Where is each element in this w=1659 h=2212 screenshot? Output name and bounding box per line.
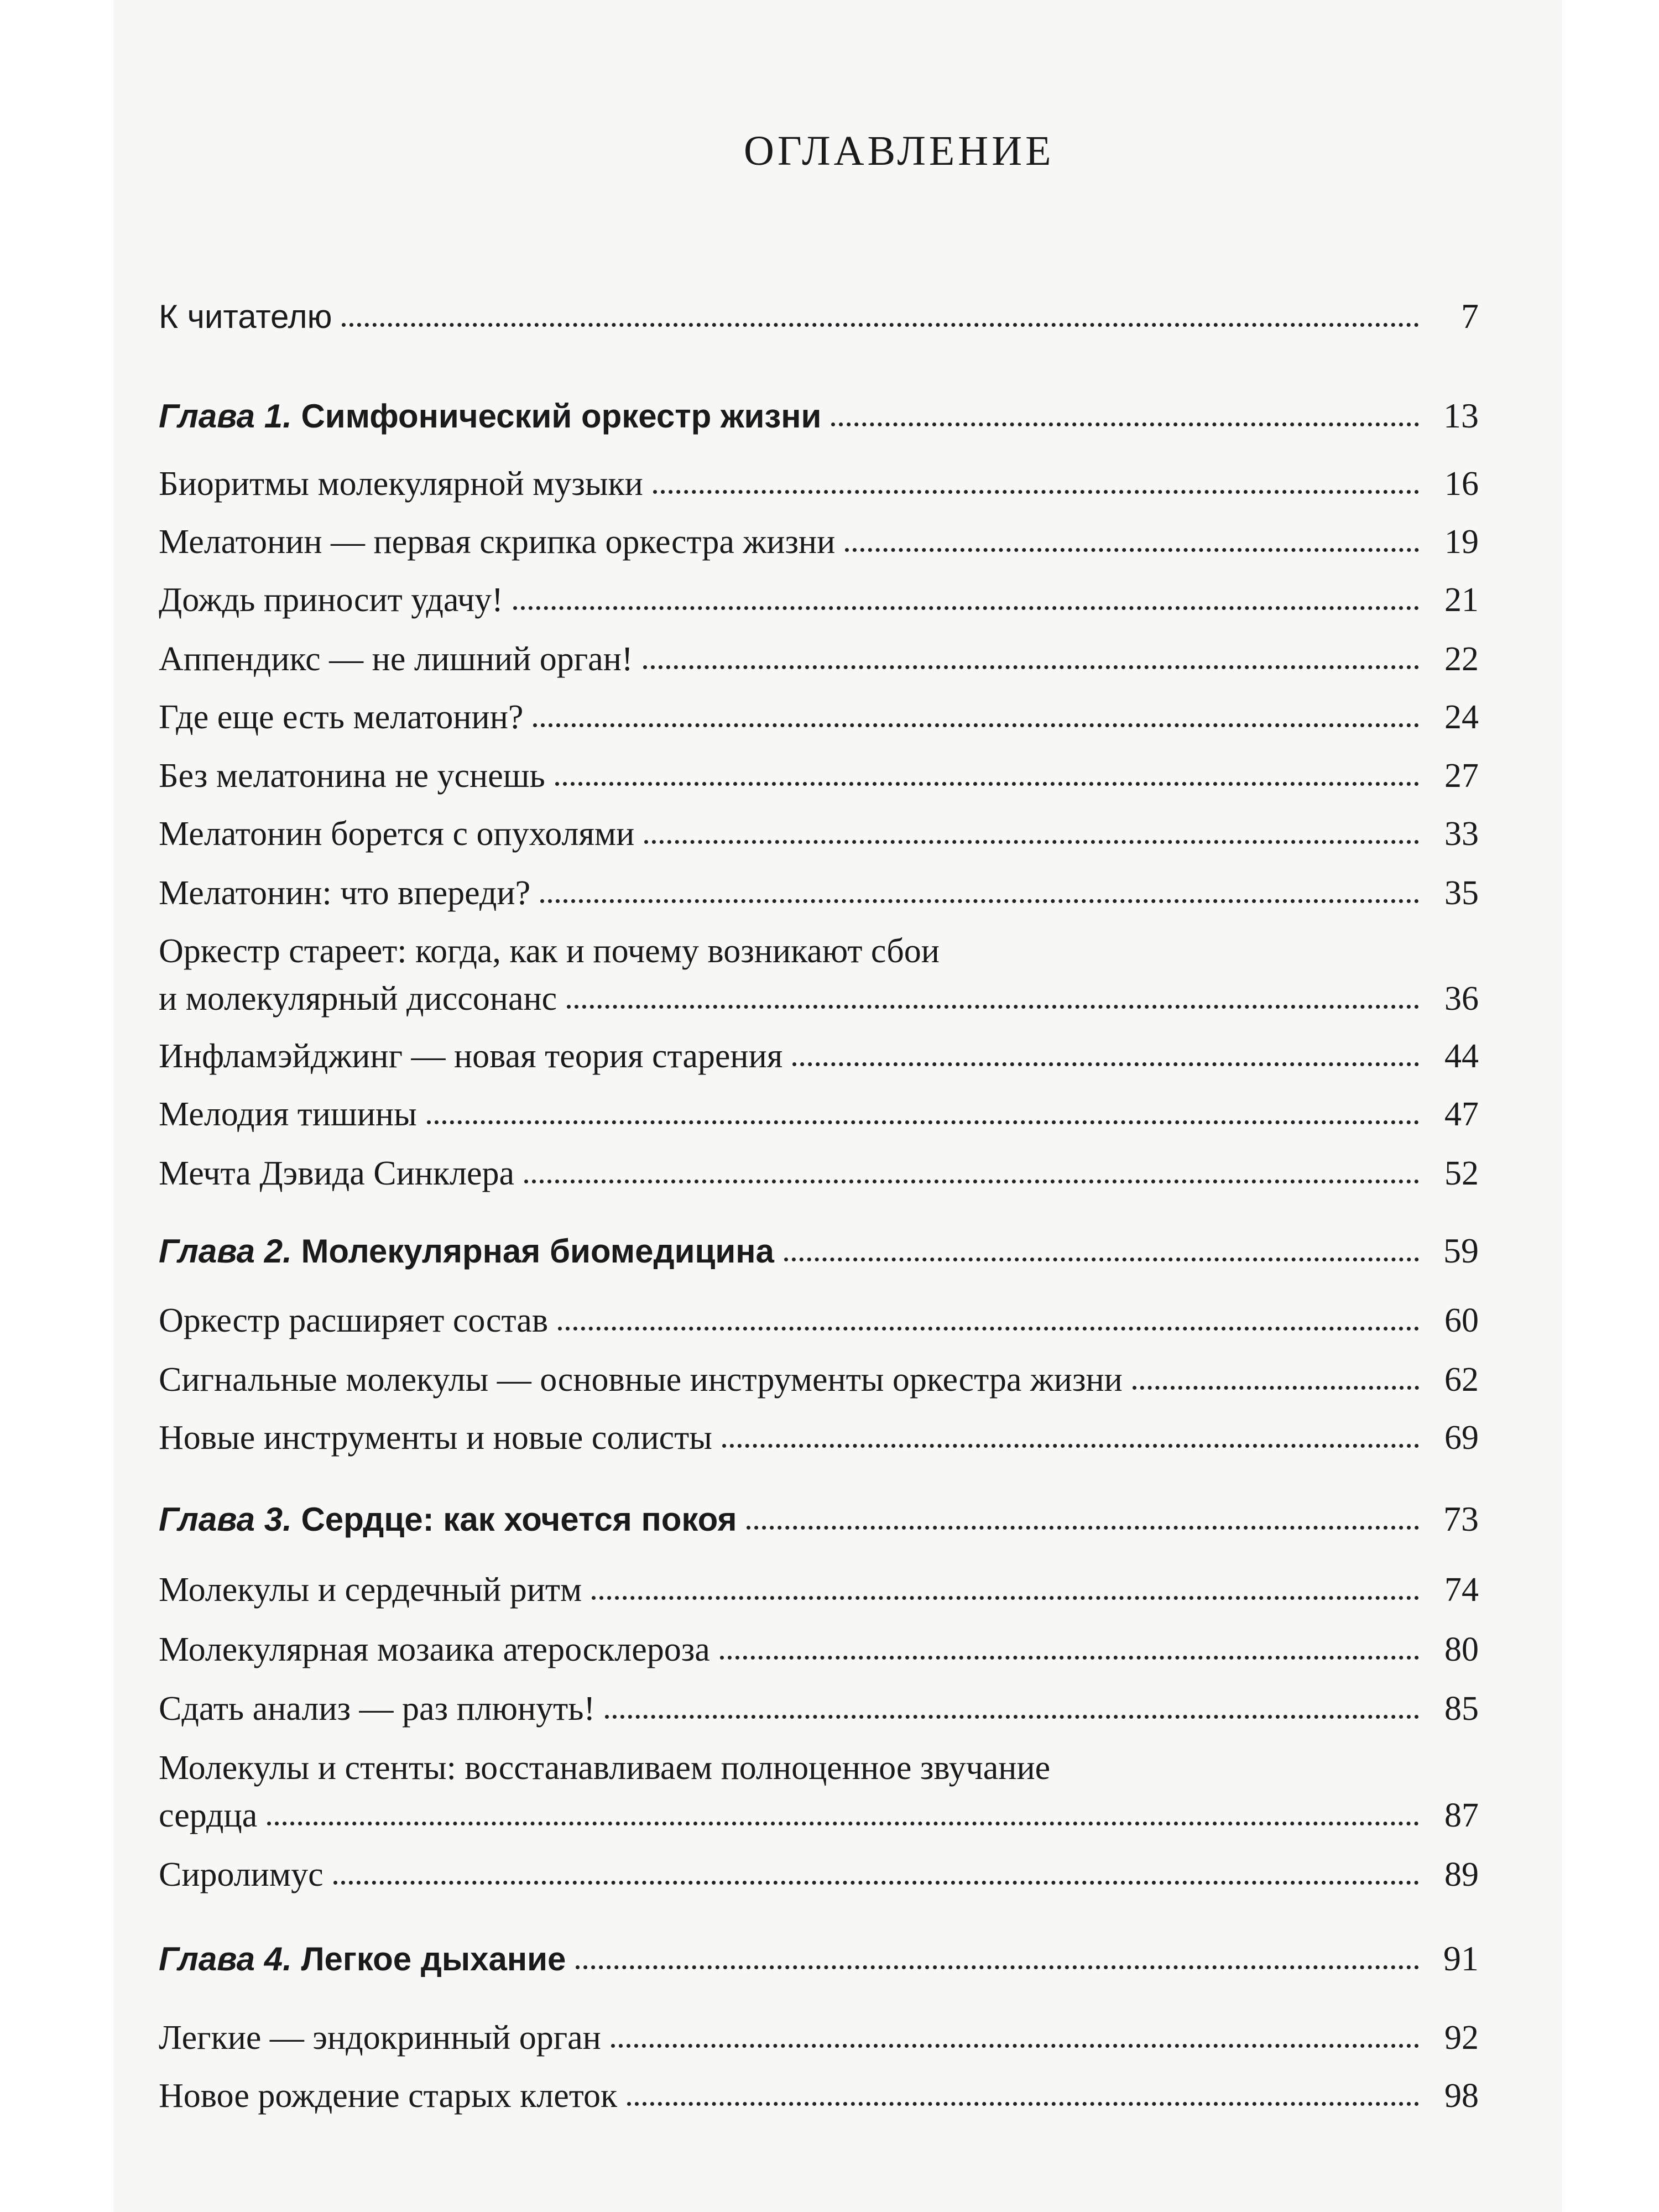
chapter-title: Сердце: как хочется покоя: [301, 1501, 737, 1538]
entry-label: Мелатонин — первая скрипка оркестра жизни: [159, 523, 836, 561]
page-number: 85: [1444, 1690, 1479, 1728]
page-number: 22: [1444, 640, 1479, 678]
toc-entry[interactable]: [159, 1301, 1479, 1349]
toc-entry[interactable]: [159, 2077, 1479, 2124]
page-title: ОГЛАВЛЕНИЕ: [744, 128, 1055, 174]
toc-entry[interactable]: [159, 1689, 1479, 1737]
dot-leader: [845, 542, 1419, 552]
entry-label: Сиролимус: [159, 1856, 324, 1893]
page-number: 44: [1444, 1037, 1479, 1075]
book-page: [113, 0, 1562, 2212]
page-number: 52: [1444, 1155, 1479, 1192]
dot-leader: [333, 1875, 1419, 1885]
dot-leader: [643, 660, 1419, 669]
entry-label: Дождь приносит удачу!: [159, 581, 503, 619]
entry-label: Инфламэйджинг — новая теория старения: [159, 1037, 783, 1075]
toc-entry[interactable]: [159, 1095, 1479, 1142]
page-number: 35: [1444, 874, 1479, 912]
toc-entry[interactable]: [159, 698, 1479, 745]
toc-entry[interactable]: [159, 874, 1479, 921]
chapter-title: Симфонический оркестр жизни: [301, 398, 822, 435]
dot-leader: [427, 1115, 1419, 1124]
dot-leader: [644, 834, 1419, 844]
dot-leader: [513, 601, 1419, 610]
page-number: 87: [1444, 1797, 1479, 1834]
dot-leader: [784, 1252, 1419, 1261]
dot-leader: [831, 417, 1419, 426]
dot-leader: [605, 1709, 1419, 1719]
toc-entry[interactable]: [159, 1037, 1479, 1084]
page-number: 16: [1444, 465, 1479, 503]
dot-leader: [342, 317, 1419, 327]
page-number: 13: [1443, 396, 1479, 435]
toc-entry[interactable]: [159, 1418, 1479, 1466]
entry-label: К читателю: [159, 298, 332, 335]
page-number: 89: [1444, 1856, 1479, 1893]
page-number: 7: [1461, 296, 1479, 336]
entry-label: Новые инструменты и новые солисты: [159, 1419, 712, 1457]
toc-entry[interactable]: [159, 1571, 1479, 1618]
toc-entry[interactable]: [159, 523, 1479, 570]
page-number: 24: [1444, 698, 1479, 736]
dot-leader: [533, 718, 1419, 727]
dot-leader: [267, 1816, 1419, 1825]
page-number: 59: [1443, 1231, 1479, 1270]
entry-label: Аппендикс — не лишний орган!: [159, 640, 633, 678]
page-number: 91: [1443, 1939, 1479, 1978]
toc-entry[interactable]: [159, 640, 1479, 687]
page-number: 69: [1444, 1419, 1479, 1457]
toc-entry[interactable]: [159, 932, 1479, 1027]
toc-entry[interactable]: [159, 581, 1479, 628]
dot-leader: [524, 1174, 1419, 1183]
chapter-title: Молекулярная биомедицина: [301, 1233, 774, 1270]
entry-label: Мелодия тишины: [159, 1095, 417, 1133]
dot-leader: [567, 999, 1419, 1009]
entry-label-line1: Оркестр стареет: когда, как и почему возникают сбои: [159, 932, 940, 970]
dot-leader: [576, 1960, 1419, 1969]
toc-entry[interactable]: [159, 465, 1479, 512]
page-number: 74: [1444, 1571, 1479, 1609]
dot-leader: [627, 2096, 1419, 2106]
page-number: 80: [1444, 1631, 1479, 1668]
page-number: 73: [1443, 1499, 1479, 1538]
entry-label: Сигнальные молекулы — основные инструменты оркестра жизни: [159, 1361, 1123, 1399]
dot-leader: [722, 1438, 1419, 1448]
dot-leader: [653, 484, 1419, 494]
chapter-number: Глава 1.: [159, 398, 292, 435]
entry-label: Мечта Дэвида Синклера: [159, 1155, 515, 1192]
entry-label: сердца: [159, 1797, 258, 1834]
entry-label: Мелатонин борется с опухолями: [159, 815, 635, 853]
dot-leader: [558, 1321, 1419, 1331]
entry-label: Молекулы и сердечный ритм: [159, 1571, 582, 1609]
dot-leader: [555, 776, 1419, 786]
chapter-heading-2[interactable]: [159, 1230, 1479, 1278]
page-number: 19: [1444, 523, 1479, 561]
dot-leader: [1133, 1380, 1419, 1390]
toc-entry[interactable]: [159, 1749, 1479, 1844]
entry-label-line1: Молекулы и стенты: восстанавливаем полноценное звучание: [159, 1749, 1051, 1787]
toc-entry[interactable]: [159, 757, 1479, 804]
entry-label: Оркестр расширяет состав: [159, 1302, 549, 1339]
page-number: 60: [1444, 1302, 1479, 1339]
toc-entry-intro[interactable]: [159, 296, 1479, 343]
entry-label: Молекулярная мозаика атеросклероза: [159, 1631, 710, 1668]
toc-entry[interactable]: [159, 1360, 1479, 1408]
chapter-number: Глава 3.: [159, 1501, 292, 1538]
dot-leader: [747, 1520, 1419, 1530]
toc-entry[interactable]: [159, 1154, 1479, 1202]
entry-label: Мелатонин: что впереди?: [159, 874, 531, 912]
dot-leader: [540, 894, 1419, 903]
dot-leader: [611, 2038, 1419, 2048]
chapter-heading-3[interactable]: [159, 1499, 1479, 1546]
entry-label: и молекулярный диссонанс: [159, 980, 557, 1018]
entry-label: Без мелатонина не уснешь: [159, 757, 545, 795]
entry-label: Сдать анализ — раз плюнуть!: [159, 1690, 596, 1728]
chapter-heading-4[interactable]: [159, 1938, 1479, 1986]
dot-leader: [592, 1590, 1419, 1600]
chapter-number: Глава 4.: [159, 1940, 292, 1978]
page-number: 27: [1444, 757, 1479, 795]
page-number: 21: [1444, 581, 1479, 619]
dot-leader: [720, 1650, 1419, 1660]
entry-label: Где еще есть мелатонин?: [159, 698, 524, 736]
entry-label: Биоритмы молекулярной музыки: [159, 465, 643, 503]
page-number: 33: [1444, 815, 1479, 853]
page-number: 47: [1444, 1095, 1479, 1133]
page-number: 92: [1444, 2019, 1479, 2057]
entry-label: Легкие — эндокринный орган: [159, 2019, 601, 2057]
entry-label: Новое рождение старых клеток: [159, 2077, 618, 2115]
page-number: 98: [1444, 2077, 1479, 2115]
chapter-title: Легкое дыхание: [301, 1940, 566, 1978]
chapter-number: Глава 2.: [159, 1233, 292, 1270]
dot-leader: [792, 1057, 1419, 1066]
page-number: 36: [1444, 980, 1479, 1018]
toc-entry[interactable]: [159, 1630, 1479, 1678]
toc-entry[interactable]: [159, 2018, 1479, 2066]
chapter-heading-1[interactable]: [159, 395, 1479, 443]
toc-entry[interactable]: [159, 815, 1479, 862]
toc-entry[interactable]: [159, 1855, 1479, 1903]
page-number: 62: [1444, 1361, 1479, 1399]
